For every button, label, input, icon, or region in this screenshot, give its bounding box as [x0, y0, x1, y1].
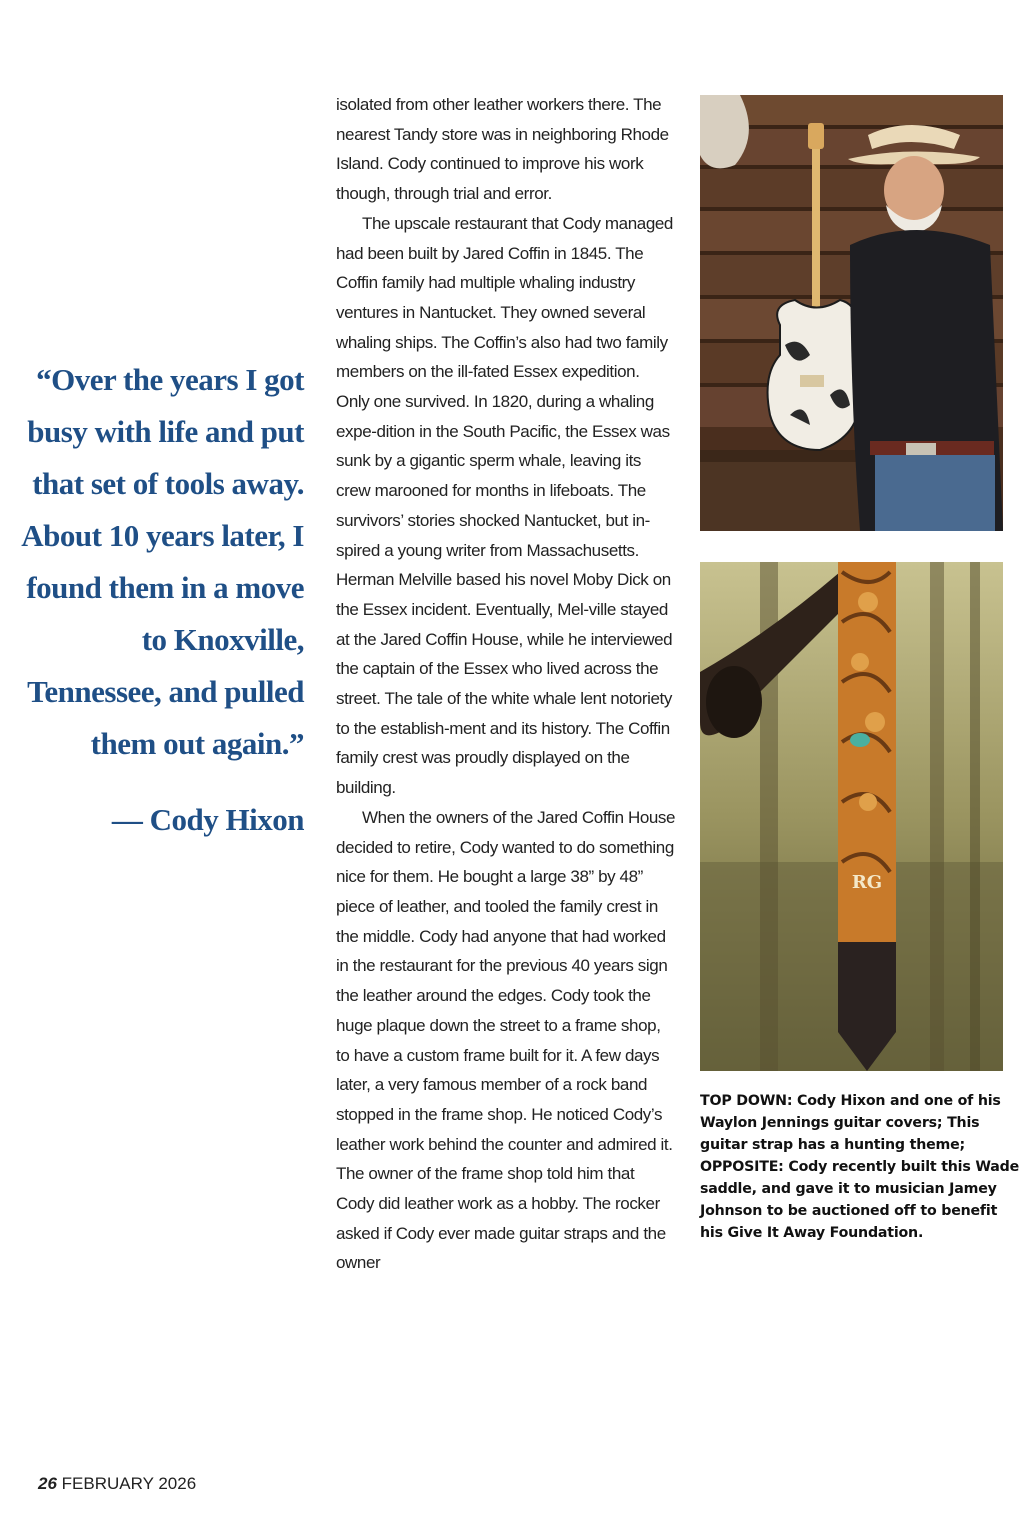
- pull-quote-text: “Over the years I got busy with life and put that set of tools away. About 10 years later, I found them in a move to Knoxville, Tennessee, and pulled them out again.”: [21, 362, 304, 761]
- pull-quote-attribution: — Cody Hixon: [111, 802, 304, 837]
- caption-text-2: Cody recently built this Wade saddle, and gave it to musician Jamey Johnson to be auctioned off to benefit his Give It Away Foundation.: [700, 1159, 1020, 1241]
- page-footer: [38, 1474, 196, 1494]
- page-number: 26: [38, 1474, 57, 1493]
- body-paragraph: The upscale restaurant that Cody managed had been built by Jared Coffin in 1845. The Coffin family had multiple whaling industry ventures in Nantucket. They owned several whaling ships. The Coffin’s also had two family members on the ill-fated Essex expedition. Only one survived. In 1820, during a whaling expe-dition in the South Pacific, the Essex was sunk by a gigantic sperm whale, leaving its crew marooned for months in lifeboats. The survivors’ stories shocked Nantucket, but in-spired a young writer from Massachusetts. Herman Melville based his novel Moby Dick on the Essex incident. Eventually, Mel-ville stayed at the Jared Coffin House, while he interviewed the captain of the Essex who lived across the street. The tale of the white whale lent notoriety to the establish-ment and its history. The Coffin family crest was proudly displayed on the building.: [336, 213, 673, 798]
- caption-label-top-down: TOP DOWN:: [700, 1093, 793, 1109]
- caption-label-opposite: OPPOSITE:: [700, 1159, 784, 1175]
- issue-date: FEBRUARY 2026: [61, 1474, 197, 1493]
- man-with-guitar-photo: [700, 95, 1003, 531]
- body-paragraph: When the owners of the Jared Coffin House decided to retire, Cody wanted to do something nice for them. He bought a large 38” by 48” piece of leather, and tooled the family crest in the middle. Cody had anyone that had worked in the restaurant for the previous 40 years sign the leather around the edges. Cody took the huge plaque down the street to a frame shop, to have a custom frame built for it. A few days later, a very famous member of a rock band stopped in the frame shop. He noticed Cody’s leather work behind the counter and admired it. The owner of the frame shop told him that Cody did leather work as a hobby. The rocker asked if Cody ever made guitar straps and the owner: [336, 807, 676, 1273]
- caption-text-1: Cody Hixon and one of his Waylon Jennings guitar covers; This guitar strap has a hunting theme;: [700, 1093, 1001, 1153]
- article-body: [336, 90, 676, 1278]
- pull-quote: [8, 354, 304, 846]
- photo-caption: [700, 1090, 1022, 1244]
- body-paragraph: isolated from other leather workers there. The nearest Tandy store was in neighboring Rhode Island. Cody continued to improve his work though, through trial and error.: [336, 95, 669, 204]
- guitar-strap-photo: [700, 562, 1003, 1071]
- strap-monogram: RG: [851, 872, 883, 893]
